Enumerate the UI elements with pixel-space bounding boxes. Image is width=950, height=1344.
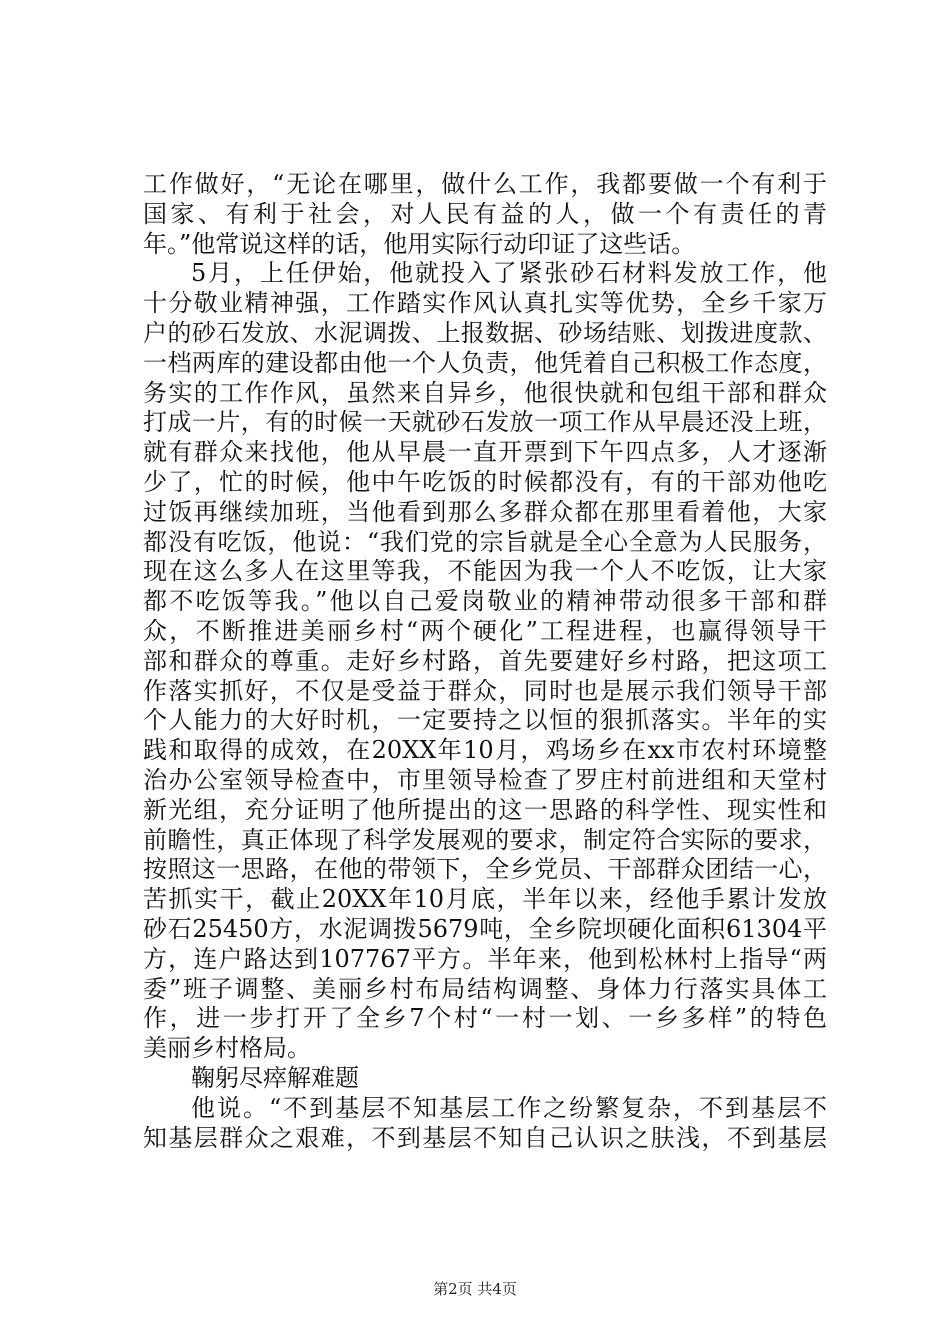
text-line: 方，连户路达到107767平方。半年来，他到松林村上指导“两 xyxy=(143,944,827,973)
text-line: 年。”他常说这样的话，他用实际行动印证了这些话。 xyxy=(143,229,696,258)
text-line: 他说。“不到基层不知基层工作之纷繁复杂，不到基层不 xyxy=(191,1093,827,1122)
text-line: 个人能力的大好时机，一定要持之以恒的狠抓落实。半年的实 xyxy=(143,706,827,735)
text-line: 众，不断推进美丽乡村“两个硬化”工程进程，也赢得领导干 xyxy=(143,616,827,645)
text-line: 砂石25450方，水泥调拨5679吨，全乡院坝硬化面积61304平 xyxy=(143,914,827,943)
text-line: 都没有吃饭，他说：“我们党的宗旨就是全心全意为人民服务， xyxy=(143,527,827,556)
text-line: 少了，忙的时候，他中午吃饭的时候都没有，有的干部劝他吃 xyxy=(143,467,827,496)
document-body xyxy=(143,170,827,1153)
text-line: 十分敬业精神强，工作踏实作风认真扎实等优势，全乡千家万 xyxy=(143,289,827,318)
section-heading: 鞠躬尽瘁解难题 xyxy=(191,1063,359,1092)
text-line: 践和取得的成效，在20XX年10月，鸡场乡在xx市农村环境整 xyxy=(143,736,827,765)
text-line: 部和群众的尊重。走好乡村路，首先要建好乡村路，把这项工 xyxy=(143,646,827,675)
text-line: 都不吃饭等我。”他以自己爱岗敬业的精神带动很多干部和群 xyxy=(143,587,827,616)
text-line: 美丽乡村格局。 xyxy=(143,1034,311,1063)
text-line: 打成一片，有的时候一天就砂石发放一项工作从早晨还没上班， xyxy=(143,408,827,437)
text-line: 务实的工作作风，虽然来自异乡，他很快就和包组干部和群众 xyxy=(143,378,827,407)
text-line: 工作做好，“无论在哪里，做什么工作，我都要做一个有利于 xyxy=(143,170,827,198)
text-line: 国家、有利于社会，对人民有益的人，做一个有责任的青 xyxy=(143,199,827,228)
text-line: 委”班子调整、美丽乡村布局结构调整、身体力行落实具体工 xyxy=(143,974,827,1003)
page-number-footer: 第2页 共4页 xyxy=(433,1280,517,1298)
text-line: 知基层群众之艰难，不到基层不知自己认识之肤浅，不到基层 xyxy=(143,1123,827,1152)
text-line: 现在这么多人在这里等我，不能因为我一个人不吃饭，让大家 xyxy=(143,557,827,586)
text-line: 新光组，充分证明了他所提出的这一思路的科学性、现实性和 xyxy=(143,795,827,824)
text-line: 治办公室领导检查中，市里领导检查了罗庄村前进组和天堂村 xyxy=(143,765,827,794)
text-line: 一档两库的建设都由他一个人负责，他凭着自己积极工作态度， xyxy=(143,348,827,377)
text-line: 5月，上任伊始，他就投入了紧张砂石材料发放工作，他 xyxy=(191,259,827,288)
text-line: 前瞻性，真正体现了科学发展观的要求，制定符合实际的要求， xyxy=(143,825,827,854)
text-line: 户的砂石发放、水泥调拨、上报数据、砂场结账、划拨进度款、 xyxy=(143,318,827,347)
text-line: 苦抓实干，截止20XX年10月底，半年以来，经他手累计发放 xyxy=(143,885,827,914)
text-line: 按照这一思路，在他的带领下，全乡党员、干部群众团结一心， xyxy=(143,855,827,884)
text-line: 就有群众来找他，他从早晨一直开票到下午四点多，人才逐渐 xyxy=(143,438,827,467)
text-line: 作落实抓好，不仅是受益于群众，同时也是展示我们领导干部 xyxy=(143,676,827,705)
text-line: 过饭再继续加班，当他看到那么多群众都在那里看着他，大家 xyxy=(143,497,827,526)
text-line: 作，进一步打开了全乡7个村“一村一划、一乡多样”的特色 xyxy=(143,1004,827,1033)
